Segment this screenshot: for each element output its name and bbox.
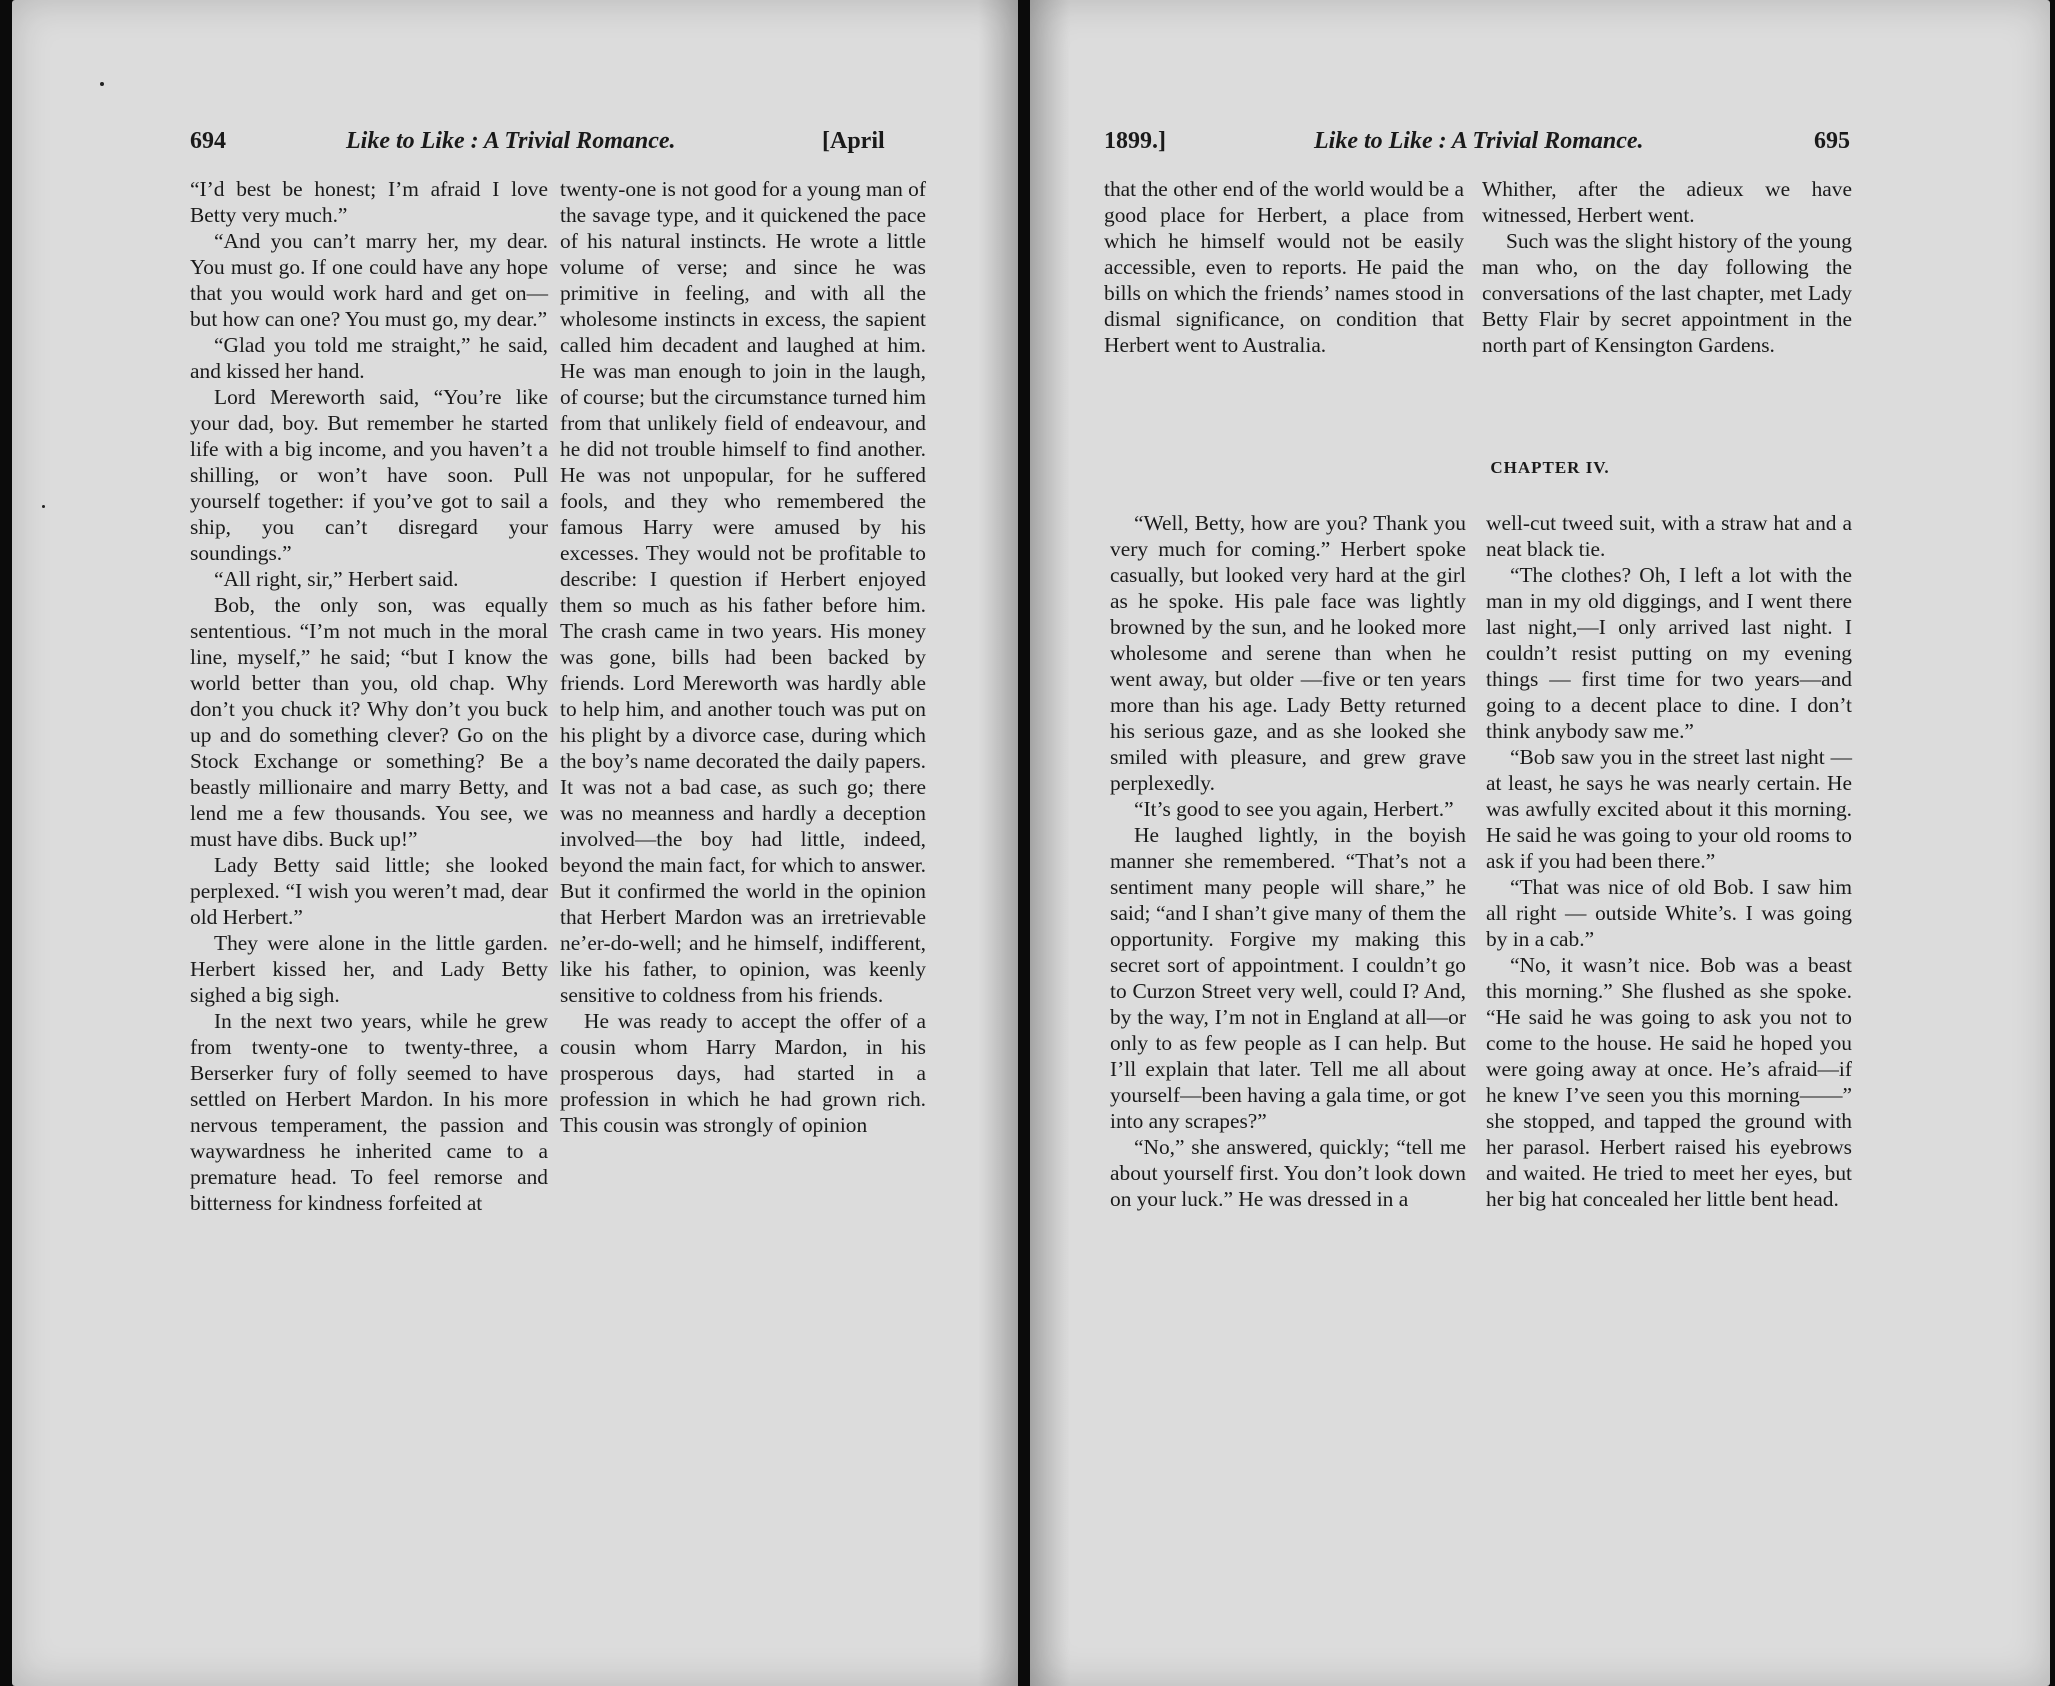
running-title: Like to Like : A Trivial Romance. [1314,128,1644,154]
right-page [1030,0,2050,1686]
running-head-right [1104,128,1879,160]
paragraph: “It’s good to see you again, Herbert.” [1134,797,1454,821]
page-number: 694 [190,128,226,154]
paragraph: “Bob saw you in the street last night — at least, he says he was nearly certain. He was awfully excited about it this morning. He said he was going to your old rooms to ask if you had been there.” [1486,745,1852,873]
paragraph: “No, it wasn’t nice. Bob was a beast this morning.” She flushed as she spoke. “He said he was going to ask you not to come to the house. He said he hoped you were going away at once. He’s afraid—if he knew I’ve seen you this morning——” she stopped, and tapped the ground with her parasol. Herbert raised his eyebrows and waited. He tried to meet her eyes, but her big hat concealed her little bent head. [1486,953,1852,1211]
text-column-1 [1110,510,1466,1212]
paragraph: well-cut tweed suit, with a straw hat and a neat black tie. [1486,511,1852,561]
paragraph: that the other end of the world would be a good place for Herbert, a place from which he himself would not be easily accessible, even to reports. He paid the bills on which the friends’ names stood in dismal significance, on condition that Herbert went to Australia. [1104,177,1464,357]
paragraph: “That was nice of old Bob. I saw him all right — outside White’s. I was going by in a cab.” [1486,875,1852,951]
paragraph: “Glad you told me straight,” he said, and kissed her hand. [190,333,548,383]
text-column-2 [1486,510,1852,1212]
paragraph: Lady Betty said little; she looked perplexed. “I wish you weren’t mad, dear old Herbert.” [190,853,548,929]
paragraph: Whither, after the adieux we have witnessed, Herbert went. [1482,177,1852,227]
paragraph: “Well, Betty, how are you? Thank you very much for coming.” Herbert spoke casually, but looked very hard at the girl as he spoke. His pale face was lightly browned by the sun, and he looked more wholesome and serene than when he went away, but older —five or ten years more than his age. Lady Betty returned his serious gaze, and as she looked she smiled with pleasure, and grew grave perplexedly. [1110,511,1466,795]
gutter-shadow [978,0,1018,1686]
gutter-shadow [1030,0,1070,1686]
page-number: 695 [1814,128,1850,154]
running-date: [April [822,128,885,154]
paragraph: “The clothes? Oh, I left a lot with the man in my old diggings, and I went there last night,—I only arrived last night. I couldn’t resist putting on my evening things — first time for two years—and going to a decent place to dine. I don’t think anybody saw me.” [1486,563,1852,743]
paragraph: He was ready to accept the offer of a cousin whom Harry Mardon, in his prosperous days, had started in a profession in which he had grown rich. This cousin was strongly of opinion [560,1009,926,1137]
text-column-2 [560,176,926,1138]
running-head-left [190,128,930,160]
paragraph: They were alone in the little garden. Herbert kissed her, and Lady Betty sighed a big sigh. [190,931,548,1007]
left-page [12,0,1018,1686]
paragraph: Such was the slight history of the young man who, on the day following the conversations of the last chapter, met Lady Betty Flair by secret appointment in the north part of Kensington Gardens. [1482,229,1852,357]
paragraph: “I’d best be honest; I’m afraid I love Betty very much.” [190,177,548,227]
paragraph: Bob, the only son, was equally sententious. “I’m not much in the moral line, myself,” he said; “but I know the world better than you, old chap. Why don’t you chuck it? Why don’t you buck up and do something clever? Go on the Stock Exchange or something? Be a beastly millionaire and marry Betty, and lend me a few thousands. You see, we must have dibs. Buck up!” [190,593,548,851]
paragraph: “No,” she answered, quickly; “tell me about yourself first. You don’t look down on your luck.” He was dressed in a [1110,1135,1466,1211]
paragraph: In the next two years, while he grew from twenty-one to twenty-three, a Berserker fury of folly seemed to have settled on Herbert Mardon. In his more nervous temperament, the passion and waywardness he inherited came to a premature head. To feel remorse and bitterness for kindness forfeited at [190,1009,548,1215]
text-column-top-1 [1104,176,1464,358]
paragraph: Lord Mereworth said, “You’re like your dad, boy. But remember he started life with a big income, and you haven’t a shilling, or won’t have soon. Pull yourself together: if you’ve got to sail a ship, you can’t disregard your soundings.” [190,385,548,565]
chapter-heading: CHAPTER IV. [1490,458,1610,477]
paper-speck [100,82,104,86]
running-date: 1899.] [1104,128,1166,154]
paragraph: “All right, sir,” Herbert said. [214,567,459,591]
text-column-top-2 [1482,176,1852,358]
paragraph: “And you can’t marry her, my dear. You must go. If one could have any hope that you would work hard and get on—but how can one? You must go, my dear.” [190,229,548,331]
running-title: Like to Like : A Trivial Romance. [346,128,676,154]
paragraph: He laughed lightly, in the boyish manner she remembered. “That’s not a sentiment many people will share,” he said; “and I shan’t give many of them the opportunity. Forgive my making this secret sort of appointment. I couldn’t go to Curzon Street very well, could I? And, by the way, I’m not in England at all—or only to as few people as I can help. But I’ll explain that later. Tell me all about yourself—been having a gala time, or got into any scrapes?” [1110,823,1466,1133]
paragraph: twenty-one is not good for a young man of the savage type, and it quickened the pace of his natural instincts. He wrote a little volume of verse; and since he was primitive in feeling, and with all the wholesome instincts in excess, the sapient called him decadent and laughed at him. He was man enough to join in the laugh, of course; but the circumstance turned him from that unlikely field of endeavour, and he did not trouble himself to find another. He was not unpopular, for he suffered fools, and they who remembered the famous Harry were amused by his excesses. They would not be profitable to describe: I question if Herbert enjoyed them so much as his father before him. The crash came in two years. His money was gone, bills had been backed by friends. Lord Mereworth was hardly able to help him, and another touch was put on his plight by a divorce case, during which the boy’s name decorated the daily papers. It was not a bad case, as such go; there was no meanness and hardly a deception involved—the boy had little, indeed, beyond the main fact, for which to answer. But it confirmed the world in the opinion that Herbert Mardon was an irretrievable ne’er-do-well; and he himself, indifferent, like his father, to opinion, was keenly sensitive to coldness from his friends. [560,177,926,1007]
paper-speck [42,505,45,508]
text-column-1 [190,176,548,1216]
